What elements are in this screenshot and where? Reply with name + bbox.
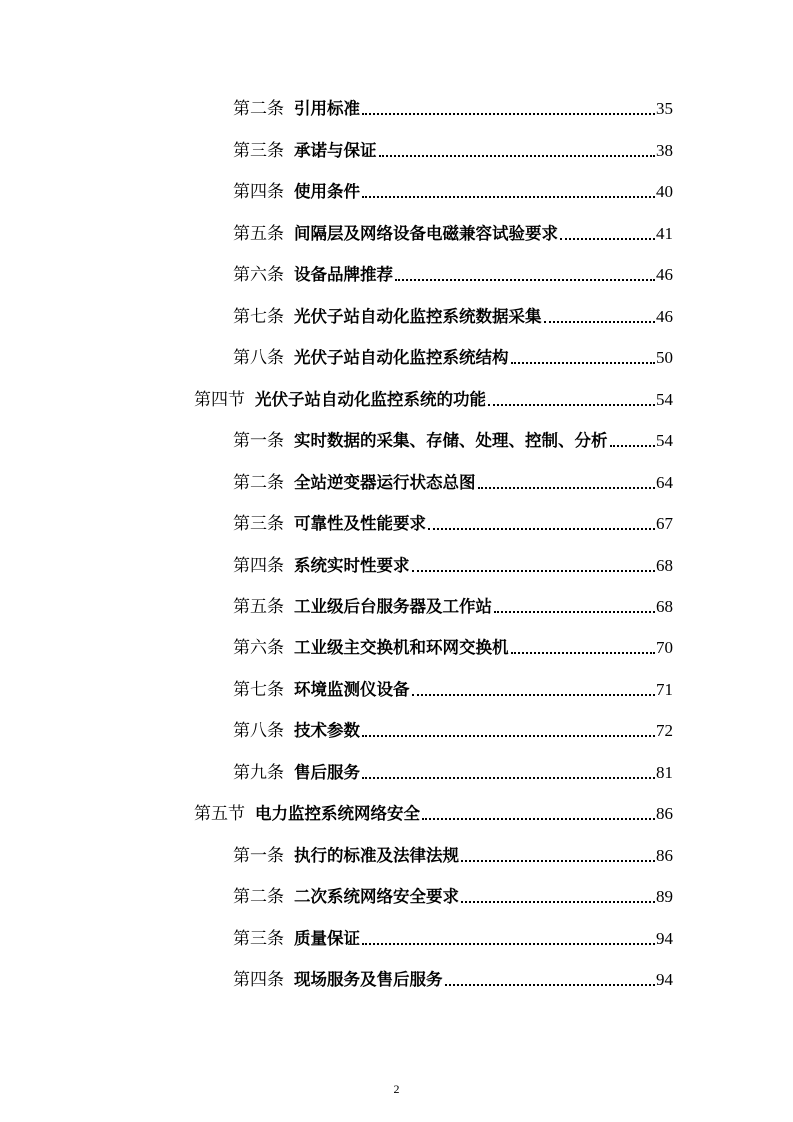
toc-entry-page: 54 — [656, 390, 673, 409]
toc-entry-number: 第三条 — [233, 929, 284, 949]
toc-entry-page: 72 — [656, 721, 673, 740]
toc-entry-number: 第六条 — [233, 638, 284, 658]
toc-entry-number: 第三条 — [233, 141, 284, 161]
toc-entry-title: 工业级主交换机和环网交换机 — [294, 638, 509, 657]
dot-leader — [494, 611, 655, 613]
toc-entry-title: 全站逆变器运行状态总图 — [294, 473, 476, 492]
dot-leader — [560, 238, 655, 240]
toc-entry-number: 第六条 — [233, 265, 284, 285]
toc-entry-title: 使用条件 — [294, 182, 360, 201]
dot-leader — [461, 901, 655, 903]
toc-entry[interactable] — [233, 223, 673, 245]
dot-leader — [379, 155, 656, 157]
toc-entry-page: 38 — [656, 141, 673, 160]
toc-entry[interactable] — [233, 928, 673, 950]
toc-entry-title: 售后服务 — [294, 763, 360, 782]
toc-entry-number: 第二条 — [233, 887, 284, 907]
toc-entry[interactable] — [233, 555, 673, 577]
dot-leader — [362, 777, 655, 779]
toc-entry-page: 81 — [656, 763, 673, 782]
toc-entry-page: 86 — [656, 804, 673, 823]
toc-entry-title: 承诺与保证 — [294, 141, 377, 160]
toc-entry[interactable] — [233, 98, 673, 120]
toc-entry-page: 35 — [656, 99, 673, 118]
dot-leader — [362, 735, 655, 737]
dot-leader — [412, 570, 656, 572]
toc-entry-number: 第七条 — [233, 307, 284, 327]
toc-entry-page: 40 — [656, 182, 673, 201]
toc-entry-page: 94 — [656, 970, 673, 989]
dot-leader — [461, 860, 655, 862]
dot-leader — [478, 487, 656, 489]
toc-entry-title: 引用标准 — [294, 99, 360, 118]
toc-entry-number: 第九条 — [233, 763, 284, 783]
toc-entry-number: 第八条 — [233, 721, 284, 741]
dot-leader — [488, 404, 655, 406]
toc-entry[interactable] — [233, 762, 673, 784]
toc-entry-title: 技术参数 — [294, 721, 360, 740]
dot-leader — [544, 321, 656, 323]
toc-entry-page: 94 — [656, 929, 673, 948]
toc-entry-number: 第二条 — [233, 473, 284, 493]
dot-leader — [362, 196, 655, 198]
toc-entry-page: 46 — [656, 307, 673, 326]
toc-entry-number: 第五条 — [233, 597, 284, 617]
toc-entry[interactable] — [233, 264, 673, 286]
toc-entry-number: 第一条 — [233, 431, 284, 451]
toc-entry-number: 第八条 — [233, 348, 284, 368]
toc-entry-page: 67 — [656, 514, 673, 533]
toc-entry-page: 86 — [656, 846, 673, 865]
toc-entry-title: 光伏子站自动化监控系统的功能 — [255, 390, 486, 409]
dot-leader — [445, 984, 656, 986]
dot-leader — [362, 113, 655, 115]
toc-entry-number: 第四节 — [194, 390, 245, 410]
toc-entry-title: 系统实时性要求 — [294, 556, 410, 575]
toc-entry-page: 64 — [656, 473, 673, 492]
toc-entry-title: 间隔层及网络设备电磁兼容试验要求 — [294, 224, 558, 243]
toc-entry[interactable] — [233, 679, 673, 701]
toc-entry-title: 执行的标准及法律法规 — [294, 846, 459, 865]
toc-entry-number: 第四条 — [233, 182, 284, 202]
toc-entry-page: 41 — [656, 224, 673, 243]
toc-entry-number: 第一条 — [233, 846, 284, 866]
toc-entry[interactable] — [233, 845, 673, 867]
toc-entry[interactable] — [233, 347, 673, 369]
dot-leader — [362, 943, 655, 945]
toc-entry-title: 实时数据的采集、存储、处理、控制、分析 — [294, 431, 608, 450]
toc-entry-title: 电力监控系统网络安全 — [255, 804, 420, 823]
dot-leader — [610, 445, 656, 447]
toc-entry-title: 光伏子站自动化监控系统数据采集 — [294, 307, 542, 326]
toc-entry[interactable] — [233, 181, 673, 203]
toc-entry[interactable] — [233, 637, 673, 659]
toc-entry-number: 第三条 — [233, 514, 284, 534]
toc-entry-page: 71 — [656, 680, 673, 699]
toc-entry-page: 54 — [656, 431, 673, 450]
toc-entry[interactable] — [233, 306, 673, 328]
toc-entry[interactable] — [233, 969, 673, 991]
toc-entry[interactable] — [233, 886, 673, 908]
toc-entry[interactable] — [233, 140, 673, 162]
page-number: 2 — [393, 1082, 400, 1096]
dot-leader — [395, 279, 655, 281]
dot-leader — [511, 652, 656, 654]
dot-leader — [511, 362, 656, 364]
dot-leader — [428, 528, 655, 530]
toc-entry-page: 68 — [656, 597, 673, 616]
toc-entry-title: 工业级后台服务器及工作站 — [294, 597, 492, 616]
toc-entry-page: 70 — [656, 638, 673, 657]
toc-entry-number: 第七条 — [233, 680, 284, 700]
toc-entry-number: 第四条 — [233, 556, 284, 576]
toc-entry[interactable] — [233, 720, 673, 742]
toc-entry-number: 第五条 — [233, 224, 284, 244]
toc-entry-title: 质量保证 — [294, 929, 360, 948]
toc-entry-title: 光伏子站自动化监控系统结构 — [294, 348, 509, 367]
toc-entry[interactable] — [233, 472, 673, 494]
toc-entry[interactable] — [233, 430, 673, 452]
toc-entry[interactable] — [233, 596, 673, 618]
toc-entry-title: 可靠性及性能要求 — [294, 514, 426, 533]
toc-section-entry[interactable] — [194, 389, 673, 411]
dot-leader — [412, 694, 656, 696]
toc-entry-page: 89 — [656, 887, 673, 906]
toc-entry-page: 50 — [656, 348, 673, 367]
toc-entry-title: 二次系统网络安全要求 — [294, 887, 459, 906]
toc-entry-number: 第二条 — [233, 99, 284, 119]
toc-entry-page: 68 — [656, 556, 673, 575]
toc-entry-number: 第五节 — [194, 804, 245, 824]
dot-leader — [422, 818, 655, 820]
toc-entry-title: 设备品牌推荐 — [294, 265, 393, 284]
toc-entry[interactable] — [233, 513, 673, 535]
toc-entry-number: 第四条 — [233, 970, 284, 990]
toc-entry-page: 46 — [656, 265, 673, 284]
toc-entry-title: 环境监测仪设备 — [294, 680, 410, 699]
toc-section-entry[interactable] — [194, 803, 673, 825]
toc-entry-title: 现场服务及售后服务 — [294, 970, 443, 989]
